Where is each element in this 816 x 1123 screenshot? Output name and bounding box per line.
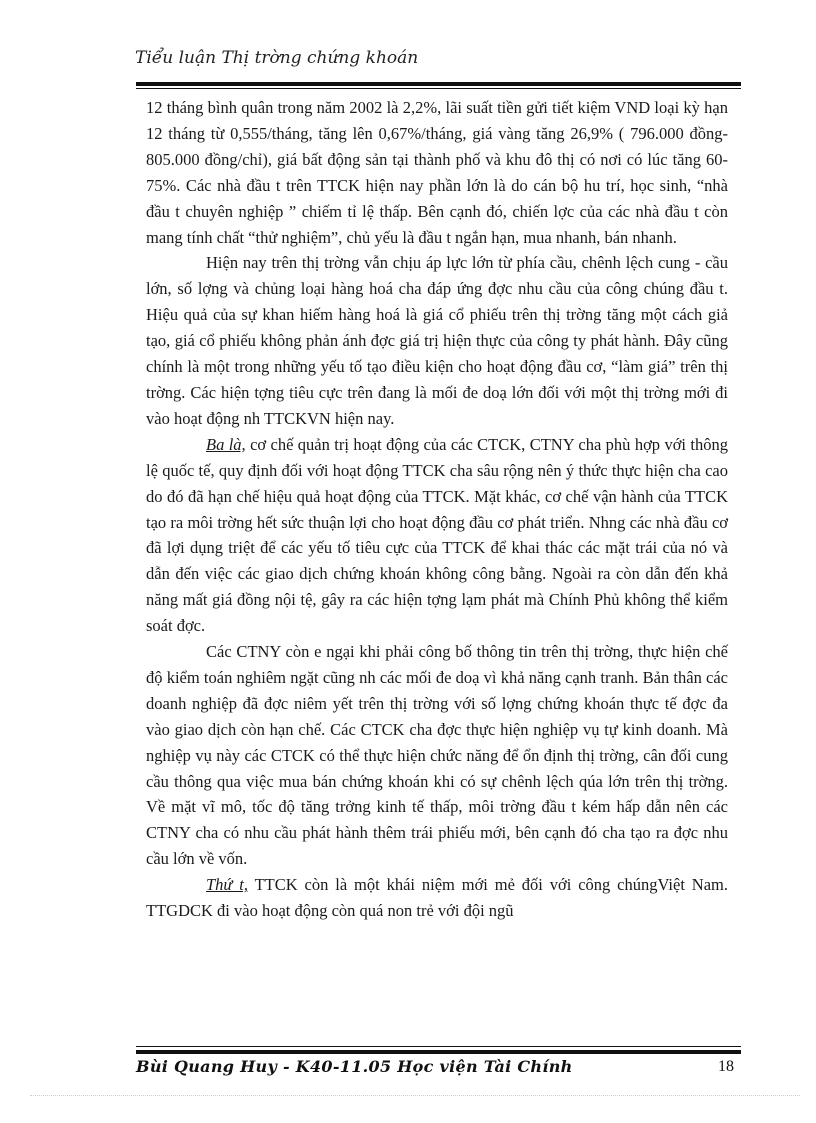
paragraph-5-lead: Thứ t, <box>206 875 249 895</box>
paragraph-2: Hiện nay trên thị trờng vẫn chịu áp lực lớn từ phía cầu, chênh lệch cung - cầu lớn, số lợng và chủng loại hàng hoá cha đáp ứng đợc nhu cầu của công chúng đầu t. Hiệu quả của sự khan hiếm hàng hoá là giá cổ phiếu trên thị trờng tăng một cách giả tạo, giá cổ phiếu không phản ánh đợc giá trị hiện thực của công ty phát hành. Đây cũng chính là một trong những yếu tố tạo điều kiện cho hoạt động đầu cơ, “làm giá” trên thị trờng. Các hiện tợng tiêu cực trên đang là mối đe doạ lớn đối với một thị trờng mới đi vào hoạt động nh TTCKVN hiện nay. <box>146 253 728 428</box>
header-rule-thick <box>136 82 741 86</box>
paragraph-4: Các CTNY còn e ngại khi phải công bố thông tin trên thị trờng, thực hiện chế độ kiểm toán nghiêm ngặt cũng nh các mối đe doạ vì khả năng cạnh tranh. Bản thân các doanh nghiệp đã đợc niêm yết trên thị trờng với số lợng chứng khoán thực tế đợc đa vào giao dịch còn hạn chế. Các CTCK cha đợc thực hiện nghiệp vụ tự kinh doanh. Mà nghiệp vụ này các CTCK có thể thực hiện chức năng để ổn định thị trờng, cân đối cung cầu thông qua việc mua bán chứng khoán khi có sự chênh lệch qúa lớn trên thị trờng. Về mặt vĩ mô, tốc độ tăng trởng kinh tế thấp, môi trờng đầu t kém hấp dẫn nên các CTNY cha có nhu cầu phát hành thêm trái phiếu mới, bên cạnh đó cha tạo ra đợc nhu cầu lớn về vốn. <box>146 642 728 869</box>
header-rule-thin <box>136 88 741 89</box>
paragraph-5-text: TTCK còn là một khái niệm mới mẻ đối với công chúngViệt Nam. TTGDCK đi vào hoạt động còn quá non trẻ với đội ngũ <box>146 875 728 921</box>
footer-author: Bùi Quang Huy - K40-11.05 Học viện Tài Chính <box>136 1057 573 1076</box>
footer-rule-thick <box>136 1050 741 1054</box>
paragraph-3 <box>146 432 728 639</box>
paragraph-5 <box>146 872 728 924</box>
body-text <box>146 95 728 924</box>
bottom-dotted-line <box>30 1095 800 1096</box>
page-number: 18 <box>718 1058 734 1075</box>
footer-rule-thin <box>136 1046 741 1047</box>
paragraph-1: 12 tháng bình quân trong năm 2002 là 2,2%, lãi suất tiền gửi tiết kiệm VND loại kỳ hạn 12 tháng từ 0,555/tháng, tăng lên 0,67%/tháng, giá vàng tăng 26,9% ( 796.000 đồng-805.000 đồng/chỉ), giá bất động sản tại thành phố và khu đô thị có nơi có lúc tăng 60-75%. Các nhà đầu t trên TTCK hiện nay phần lớn là do cán bộ hu trí, học sinh, “nhà đầu t chuyên nghiệp ” chiếm tỉ lệ thấp. Bên cạnh đó, chiến lợc của các nhà đầu t còn mang tính chất “thử nghiệm”, chủ yếu là đầu t ngắn hạn, mua nhanh, bán nhanh. <box>146 98 728 247</box>
paragraph-3-text: cơ chế quản trị hoạt động của các CTCK, CTNY cha phù hợp với thông lệ quốc tế, quy định đối với hoạt động TTCK cha sâu rộng nên ý thức thực hiện cha cao do đó đã hạn chế hiệu quả hoạt động của TTCK. Mặt khác, cơ chế vận hành của TTCK tạo ra môi trờng hết sức thuận lợi cho hoạt động đầu cơ phát triển. Nhng các nhà đầu cơ đã lợi dụng triệt để các yếu tố tiêu cực của TTCK để khai thác các mặt trái của nó và dẫn đến việc các giao dịch chứng khoán không công bằng. Ngoài ra còn dẫn đến khả năng mất giá đồng nội tệ, gây ra các hiện tợng lạm phát mà Chính Phủ không thể kiểm soát đợc. <box>146 434 728 636</box>
header-title: Tiểu luận Thị trờng chứng khoán <box>135 48 419 68</box>
paragraph-3-lead: Ba là, <box>206 434 246 454</box>
